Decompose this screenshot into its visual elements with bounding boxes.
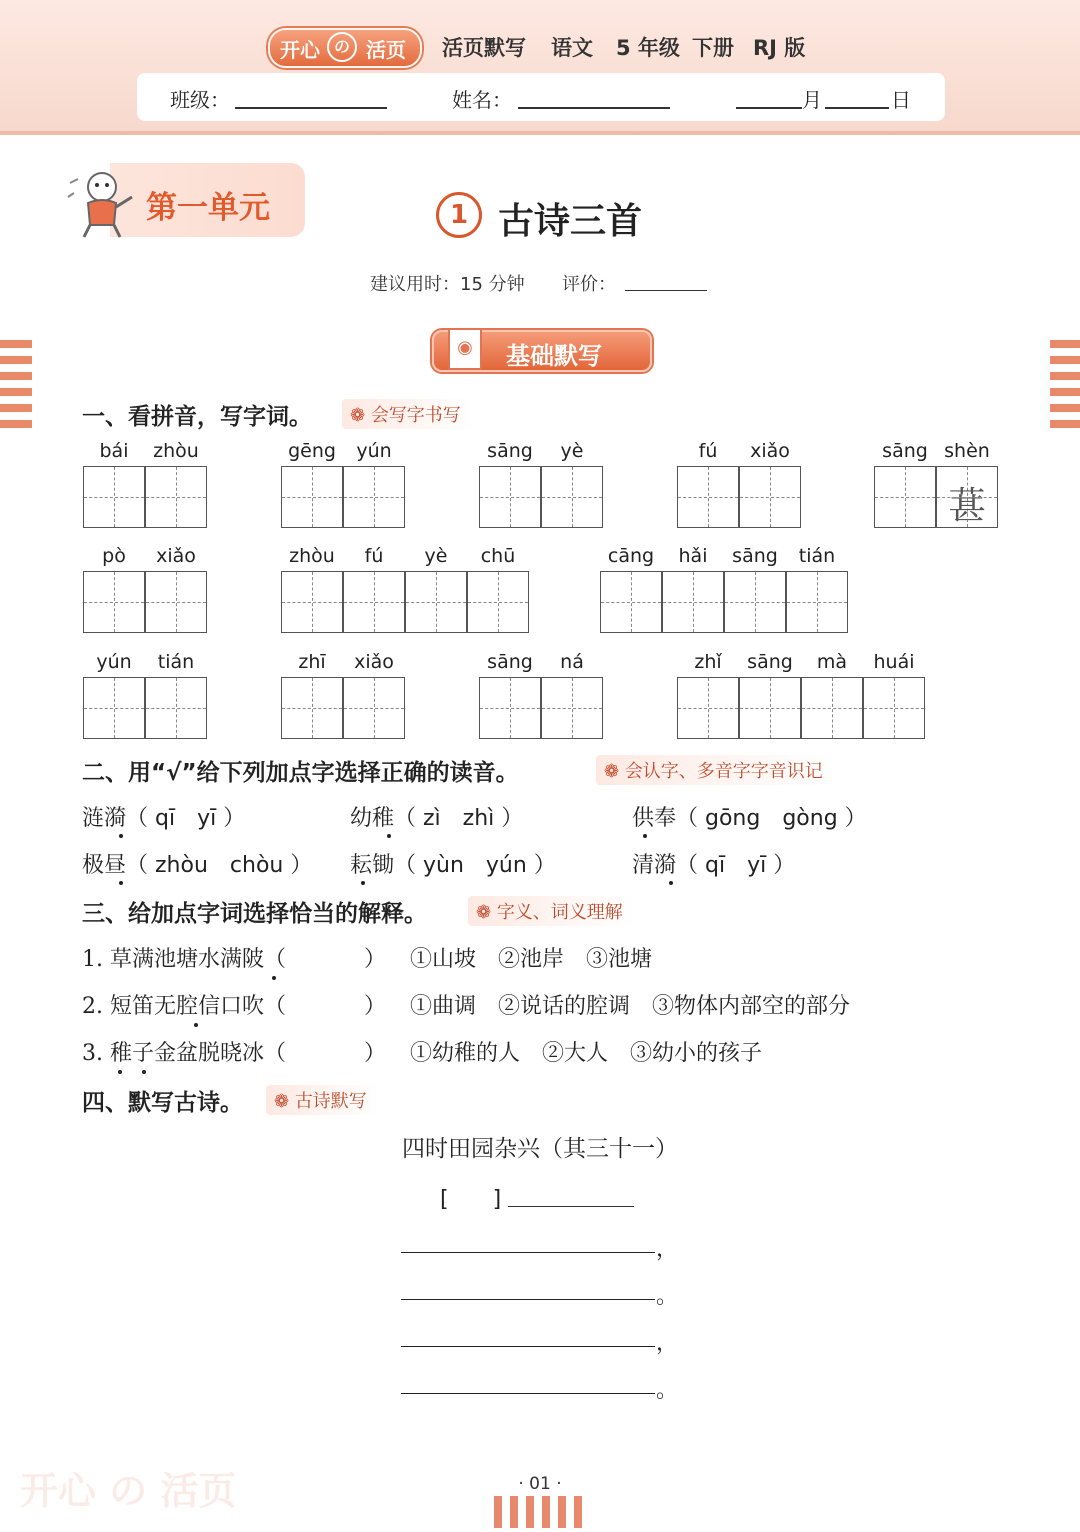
writing-grid-cell[interactable] bbox=[677, 677, 739, 739]
q2-item[interactable]: 幼稚（ zì zhì ） bbox=[350, 806, 524, 831]
q2-item[interactable]: 涟漪（ qī yī ） bbox=[82, 806, 246, 831]
pinyin-label: chū bbox=[480, 545, 516, 567]
q3-tip: ❁ 字义、词义理解 bbox=[468, 896, 635, 926]
q3-item-choices: ①曲调 ②说话的腔调 ③物体内部空的部分 bbox=[410, 994, 851, 1019]
grade: 5 年级 bbox=[616, 36, 680, 60]
pinyin-label: xiǎo bbox=[750, 440, 790, 462]
pinyin-label: sāng bbox=[732, 545, 778, 567]
section-badge-label: 基础默写 bbox=[506, 342, 602, 370]
writing-grid-cell[interactable] bbox=[343, 677, 405, 739]
writing-grid-cell[interactable] bbox=[83, 677, 145, 739]
q1-tip-text: 会写字书写 bbox=[370, 405, 461, 426]
pinyin-label: zhǐ bbox=[694, 651, 722, 673]
class-label: 班级： bbox=[170, 88, 230, 112]
q2-item[interactable]: 耘锄（ yùn yún ） bbox=[350, 853, 556, 878]
brand-left: 开心 bbox=[280, 38, 320, 62]
left-side-bars bbox=[0, 340, 32, 436]
pinyin-label: xiǎo bbox=[354, 651, 394, 673]
pinyin-label: sāng bbox=[487, 651, 533, 673]
pinyin-label: yún bbox=[356, 440, 392, 462]
q2-tip-text: 会认字、多音字字音识记 bbox=[624, 761, 823, 782]
pinyin-label: cāng bbox=[607, 545, 655, 567]
pinyin-label: yè bbox=[424, 545, 448, 567]
author-bracket: [ ] bbox=[440, 1187, 502, 1212]
writing-grid-cell[interactable] bbox=[739, 466, 801, 528]
pinyin-label: shèn bbox=[944, 440, 990, 462]
writing-grid-cell[interactable] bbox=[541, 466, 603, 528]
writing-grid-cell[interactable] bbox=[281, 571, 343, 633]
q4-title: 四、默写古诗。 bbox=[82, 1090, 243, 1116]
q3-answer-close[interactable]: ） bbox=[364, 994, 387, 1019]
emphasis-dot bbox=[119, 881, 123, 885]
q3-item-stem: 2. 短笛无腔信口吹（ bbox=[82, 994, 286, 1019]
lesson-number: 1 bbox=[436, 192, 482, 238]
pinyin-label: zhòu bbox=[153, 440, 199, 462]
q2-title: 二、用“√”给下列加点字选择正确的读音。 bbox=[82, 760, 519, 786]
q3-item-stem: 1. 草满池塘水满陂（ bbox=[82, 947, 286, 972]
writing-grid-cell[interactable] bbox=[541, 677, 603, 739]
pinyin-label: zhòu bbox=[289, 545, 335, 567]
writing-grid-cell[interactable] bbox=[600, 571, 662, 633]
q3-item-choices: ①幼稚的人 ②大人 ③幼小的孩子 bbox=[410, 1041, 763, 1066]
pinyin-label: tián bbox=[798, 545, 836, 567]
writing-grid-cell[interactable] bbox=[739, 677, 801, 739]
poem-title: 四时田园杂兴（其三十一） bbox=[402, 1136, 678, 1162]
writing-grid-cell[interactable] bbox=[281, 677, 343, 739]
page-number: · 01 · bbox=[518, 1474, 562, 1494]
q1-title: 一、看拼音，写字词。 bbox=[82, 404, 312, 430]
q2-item[interactable]: 清漪（ qī yī ） bbox=[632, 853, 796, 878]
bookmark-icon: ◉ bbox=[448, 328, 482, 370]
pinyin-label: yún bbox=[96, 651, 132, 673]
pinyin-label: bái bbox=[99, 440, 129, 462]
poem-punct: ， bbox=[656, 1237, 679, 1262]
writing-grid-cell[interactable] bbox=[801, 677, 863, 739]
pinyin-label: zhī bbox=[298, 651, 326, 673]
writing-grid-cell[interactable] bbox=[936, 466, 998, 528]
emphasis-dot bbox=[643, 834, 647, 838]
q4-tip-text: 古诗默写 bbox=[294, 1091, 367, 1112]
month-label: 月 bbox=[802, 88, 822, 112]
bottom-bars bbox=[494, 1496, 590, 1532]
writing-grid-cell[interactable] bbox=[281, 466, 343, 528]
student-info-card bbox=[137, 73, 945, 121]
writing-grid-cell[interactable] bbox=[786, 571, 848, 633]
writing-grid-cell[interactable] bbox=[145, 466, 207, 528]
unit-title: 第一单元 bbox=[146, 190, 270, 226]
writing-grid-cell[interactable] bbox=[145, 677, 207, 739]
pinyin-label: fú bbox=[364, 545, 384, 567]
pinyin-label: ná bbox=[560, 651, 584, 673]
writing-grid-cell[interactable] bbox=[343, 466, 405, 528]
mascot-icon bbox=[64, 163, 142, 241]
name-label: 姓名： bbox=[452, 88, 512, 112]
pinyin-label: yè bbox=[560, 440, 584, 462]
writing-grid-cell[interactable] bbox=[479, 466, 541, 528]
pinyin-label: tián bbox=[157, 651, 195, 673]
writing-grid-cell[interactable] bbox=[83, 466, 145, 528]
volume: 下册 bbox=[692, 36, 734, 60]
q4-tip: ❁ 古诗默写 bbox=[266, 1085, 379, 1115]
emphasis-dot bbox=[361, 881, 365, 885]
hint-character: 葚 bbox=[947, 484, 986, 528]
q3-item-stem: 3. 稚子金盆脱晓冰（ bbox=[82, 1041, 286, 1066]
writing-grid-cell[interactable] bbox=[724, 571, 786, 633]
writing-grid-cell[interactable] bbox=[874, 466, 936, 528]
emphasis-dot bbox=[118, 1070, 122, 1074]
emphasis-dot bbox=[194, 1023, 198, 1027]
author-field[interactable] bbox=[508, 1206, 634, 1207]
pinyin-label: sāng bbox=[487, 440, 533, 462]
day-label: 日 bbox=[891, 88, 911, 112]
poem-punct: 。 bbox=[656, 1284, 679, 1309]
series-name: 活页默写 bbox=[442, 36, 526, 60]
q3-title: 三、给加点字词选择恰当的解释。 bbox=[82, 901, 427, 927]
eval-label: 评价： bbox=[562, 274, 616, 295]
q3-tip-text: 字义、词义理解 bbox=[496, 902, 623, 923]
name-field[interactable] bbox=[518, 107, 670, 109]
writing-grid-cell[interactable] bbox=[467, 571, 529, 633]
emphasis-dot bbox=[119, 834, 123, 838]
pinyin-label: sāng bbox=[882, 440, 928, 462]
writing-grid-cell[interactable] bbox=[343, 571, 405, 633]
emphasis-dot bbox=[142, 1070, 146, 1074]
pinyin-label: mà bbox=[816, 651, 848, 673]
poem-punct: ， bbox=[656, 1331, 679, 1356]
brand-watermark: 开心 の 活页 bbox=[20, 1469, 237, 1513]
lesson-title: 古诗三首 bbox=[498, 201, 643, 242]
brand-logo bbox=[268, 28, 422, 68]
q2-tip: ❁ 会认字、多音字字音识记 bbox=[596, 755, 835, 785]
eval-field[interactable] bbox=[625, 290, 707, 291]
pinyin-label: hǎi bbox=[678, 545, 708, 567]
section-badge bbox=[432, 330, 652, 372]
writing-grid-cell[interactable] bbox=[405, 571, 467, 633]
brand-ring-icon: の bbox=[327, 32, 357, 62]
emphasis-dot bbox=[387, 834, 391, 838]
right-side-bars bbox=[1050, 340, 1080, 436]
pinyin-label: sāng bbox=[747, 651, 793, 673]
writing-grid-cell[interactable] bbox=[662, 571, 724, 633]
q2-item[interactable]: 供奉（ gōng gòng ） bbox=[632, 806, 867, 831]
q3-answer-close[interactable]: ） bbox=[364, 1041, 387, 1066]
poem-line-field[interactable] bbox=[401, 1346, 655, 1347]
pinyin-label: xiǎo bbox=[156, 545, 196, 567]
writing-grid-cell[interactable] bbox=[677, 466, 739, 528]
writing-grid-cell[interactable] bbox=[479, 677, 541, 739]
q2-item[interactable]: 极昼（ zhòu chòu ） bbox=[82, 853, 313, 878]
poem-line-field[interactable] bbox=[401, 1299, 655, 1300]
brand-right: 活页 bbox=[366, 38, 406, 62]
q3-answer-close[interactable]: ） bbox=[364, 947, 387, 972]
writing-grid-cell[interactable] bbox=[145, 571, 207, 633]
writing-grid-cell[interactable] bbox=[863, 677, 925, 739]
q1-tip: ❁ 会写字书写 bbox=[342, 399, 473, 429]
edition: RJ 版 bbox=[753, 36, 806, 60]
day-field[interactable] bbox=[825, 107, 889, 109]
writing-grid-cell[interactable] bbox=[83, 571, 145, 633]
class-field[interactable] bbox=[235, 107, 387, 109]
subject: 语文 bbox=[551, 36, 593, 60]
emphasis-dot bbox=[272, 976, 276, 980]
poem-line-field[interactable] bbox=[401, 1393, 655, 1394]
pinyin-label: fú bbox=[698, 440, 718, 462]
time-hint: 建议用时：15 分钟 bbox=[370, 274, 525, 295]
pinyin-label: gēng bbox=[288, 440, 336, 462]
emphasis-dot bbox=[669, 881, 673, 885]
q3-item-choices: ①山坡 ②池岸 ③池塘 bbox=[410, 947, 653, 972]
poem-punct: 。 bbox=[656, 1378, 679, 1403]
poem-line-field[interactable] bbox=[401, 1252, 655, 1253]
pinyin-label: pò bbox=[102, 545, 126, 567]
month-field[interactable] bbox=[736, 107, 802, 109]
pinyin-label: huái bbox=[873, 651, 915, 673]
